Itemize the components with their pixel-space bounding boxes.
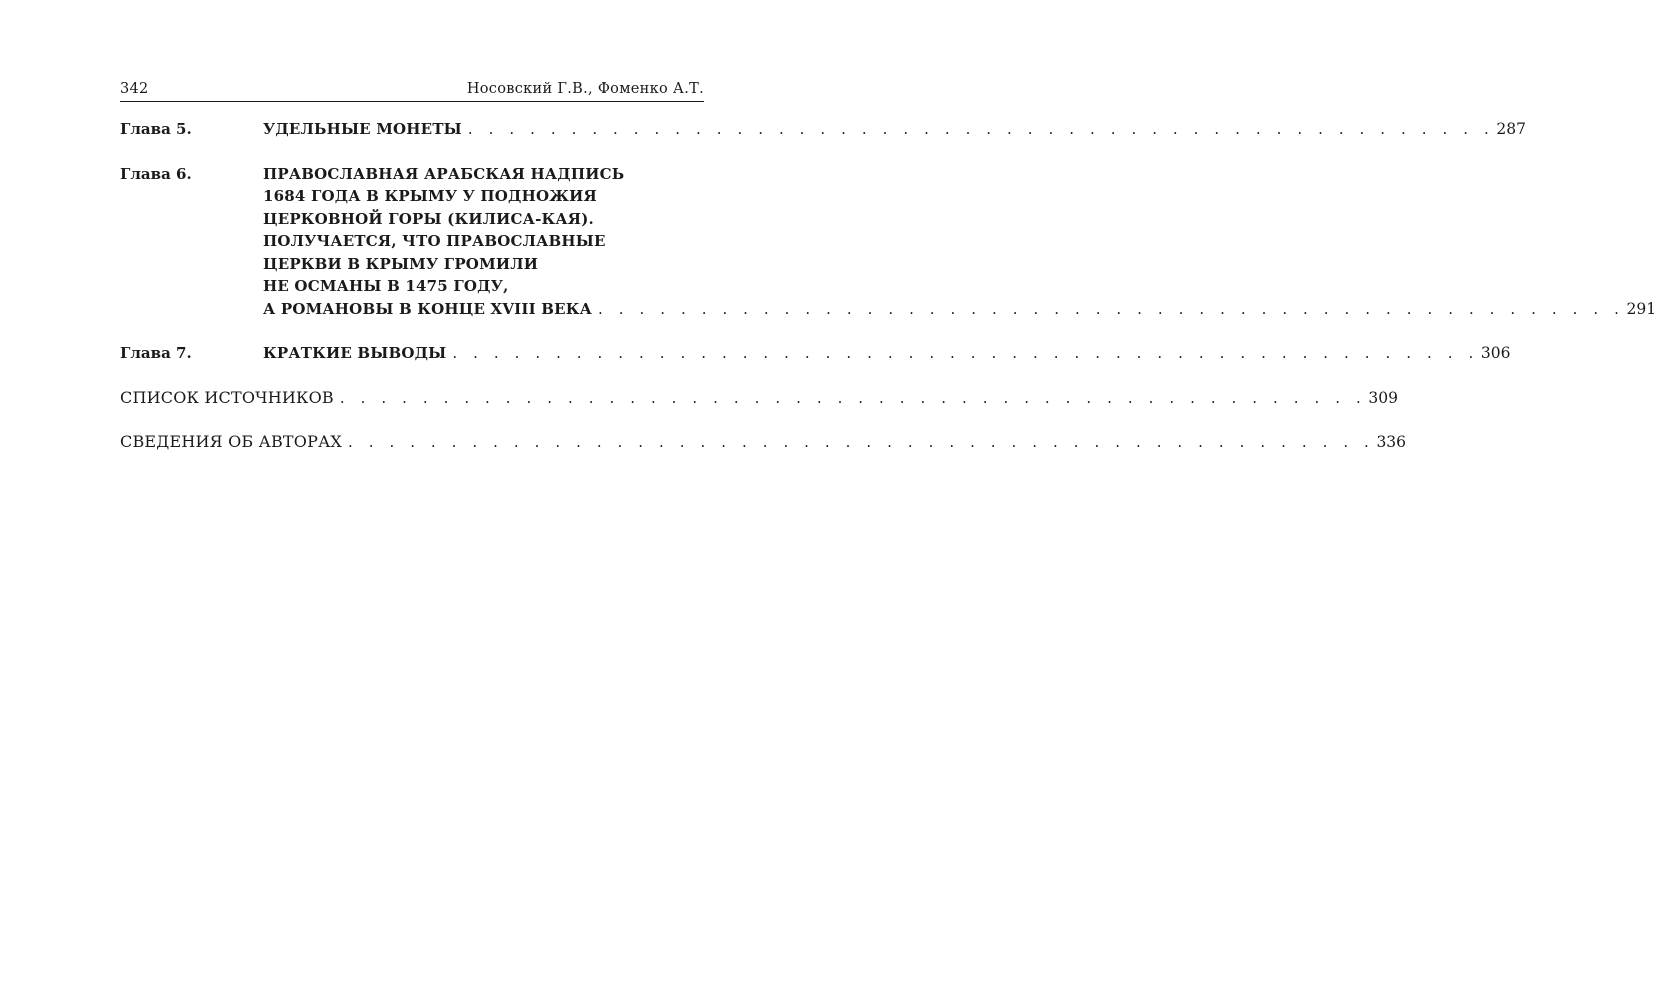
toc-entry-chapter-6[interactable] xyxy=(120,163,1656,321)
dot-leader: . . . . . . . . . . . . . . . . . . . . . . . . . . . . . . . . . . . . . . . . . . . . . . . . . . xyxy=(467,120,1495,138)
chapter-label: Глава 5. xyxy=(120,120,192,138)
dot-leader: . . . . . . . . . . . . . . . . . . . . . . . . . . . . . . . . . . . . . . . . . . . . . . . . . . xyxy=(347,433,1375,451)
dot-leader: . . . . . . . . . . . . . . . . . . . . . . . . . . . . . . . . . . . . . . . . . . . . . . . . . . xyxy=(452,344,1479,362)
chapter-title: УДЕЛЬНЫЕ МОНЕТЫ xyxy=(263,120,462,138)
header-page-number: 342 xyxy=(120,81,149,97)
page-reference: 306 xyxy=(1480,344,1511,362)
chapter-title-line: ПРАВОСЛАВНАЯ АРАБСКАЯ НАДПИСЬ xyxy=(263,164,625,183)
chapter-title-line: 1684 ГОДА В КРЫМУ У ПОДНОЖИЯ xyxy=(263,187,597,205)
header-authors: Носовский Г.В., Фоменко А.Т. xyxy=(466,81,704,97)
section-title: СВЕДЕНИЯ ОБ АВТОРАХ xyxy=(120,432,342,451)
page-reference: 309 xyxy=(1368,388,1398,407)
chapter-title-line: А РОМАНОВЫ В КОНЦЕ XVIII ВЕКА xyxy=(263,299,593,318)
chapter-title-line: ЦЕРКОВНОЙ ГОРЫ (КИЛИСА-КАЯ). xyxy=(263,209,594,228)
running-header xyxy=(120,80,704,102)
chapter-title-line: ПОЛУЧАЕТСЯ, ЧТО ПРАВОСЛАВНЫЕ xyxy=(263,232,606,250)
section-title: СПИСОК ИСТОЧНИКОВ xyxy=(120,387,334,407)
chapter-label: Глава 6. xyxy=(120,164,192,183)
page-reference: 291 xyxy=(1626,299,1656,318)
page-reference: 287 xyxy=(1496,120,1526,138)
table-of-contents xyxy=(120,118,1656,454)
toc-entry-authors[interactable] xyxy=(120,431,1407,454)
chapter-title-line: НЕ ОСМАНЫ В 1475 ГОДУ, xyxy=(263,277,509,295)
chapter-title-line: ЦЕРКВИ В КРЫМУ ГРОМИЛИ xyxy=(263,254,539,273)
toc-entry-chapter-5[interactable] xyxy=(120,118,1526,141)
toc-entry-chapter-7[interactable] xyxy=(120,342,1511,365)
chapter-title: КРАТКИЕ ВЫВОДЫ xyxy=(263,344,447,362)
page-reference: 336 xyxy=(1376,433,1407,451)
toc-entry-sources[interactable] xyxy=(120,387,1398,410)
dot-leader: . . . . . . . . . . . . . . . . . . . . . . . . . . . . . . . . . . . . . . . . . . . . . . . . . . xyxy=(339,388,1367,407)
chapter-label: Глава 7. xyxy=(120,344,192,362)
dot-leader: . . . . . . . . . . . . . . . . . . . . . . . . . . . . . . . . . . . . . . . . . . . . . . . . . . xyxy=(598,299,1625,318)
